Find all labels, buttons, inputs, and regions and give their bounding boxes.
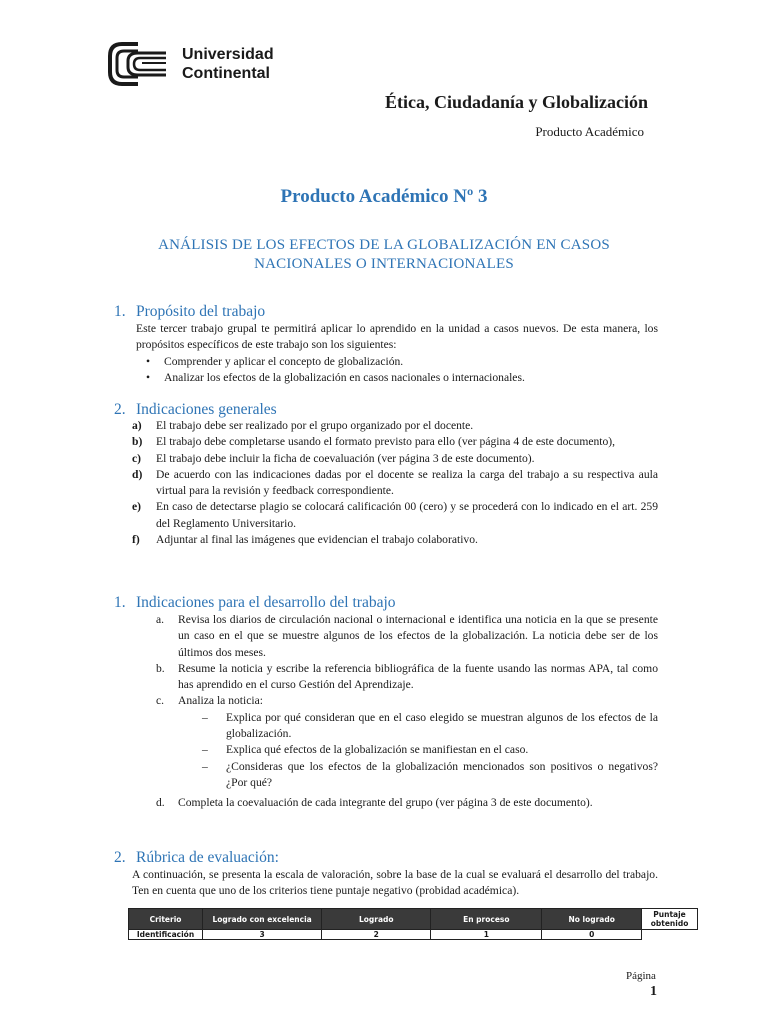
- table-cell: 0: [542, 930, 642, 940]
- item-text: De acuerdo con las indicaciones dadas por el docente se realiza la carga del trabajo a su respectiva aula virtual para la revisión y feedback correspondiente.: [156, 467, 658, 498]
- page-label: Página: [626, 970, 656, 982]
- item-text: Explica por qué consideran que en el caso elegido se muestran algunos de los efectos de la globalización.: [226, 710, 658, 741]
- table-row: [129, 930, 698, 940]
- item-text: Analiza la noticia:: [178, 694, 263, 708]
- table-cell: 1: [431, 930, 542, 940]
- item-label: a.: [156, 613, 165, 626]
- item-text: Resume la noticia y escribe la referencia bibliográfica de la fuente usando las normas APA, tal como has aprendido en el curso Gestión del Aprendizaje.: [178, 661, 658, 692]
- item-label: b): [132, 435, 143, 449]
- rubric-header-cell: Puntaje obtenido: [642, 909, 698, 930]
- purpose-bullet-list: [136, 354, 658, 387]
- item-label: d): [132, 467, 143, 481]
- list-item: [132, 434, 658, 450]
- university-name: [182, 45, 274, 83]
- table-cell: Identificación: [129, 930, 203, 940]
- list-item: [132, 499, 658, 532]
- analysis-title-line2: NACIONALES O INTERNACIONALES: [254, 256, 514, 272]
- list-item: [132, 418, 658, 434]
- bullet-item: • Comprender y aplicar el concepto de globalización.: [136, 354, 658, 370]
- page-number: 1: [650, 984, 657, 999]
- list-item: [136, 661, 658, 694]
- list-item: [132, 532, 658, 548]
- bullet-item: • Analizar los efectos de la globalización en casos nacionales o internacionales.: [136, 370, 658, 386]
- university-name-line1: Universidad: [182, 46, 274, 63]
- item-text: Adjuntar al final las imágenes que evidencian el trabajo colaborativo.: [156, 533, 478, 547]
- section-number: 2.: [114, 849, 126, 866]
- table-cell: 2: [322, 930, 431, 940]
- list-item: [136, 795, 658, 811]
- item-label: b.: [156, 661, 165, 675]
- item-label: c.: [156, 694, 165, 708]
- analysis-title-line1: ANÁLISIS DE LOS EFECTOS DE LA GLOBALIZACIÓN EN CASOS: [158, 237, 610, 253]
- purpose-paragraph: Este tercer trabajo grupal te permitirá aplicar lo aprendido en la unidad a casos nuevos. De esta manera, los propósitos específicos de este trabajo son los siguientes:: [136, 322, 658, 352]
- section-number: 1.: [114, 594, 126, 611]
- rubric-header-cell: En proceso: [431, 909, 542, 930]
- table-cell: 3: [203, 930, 322, 940]
- section-title: Propósito del trabajo: [136, 303, 266, 320]
- sub-list-item: [136, 710, 658, 743]
- item-text: El trabajo debe incluir la ficha de coevaluación (ver página 3 de este documento).: [156, 451, 535, 465]
- rubric-header-row: [129, 909, 698, 930]
- section-title: Indicaciones para el desarrollo del trabajo: [136, 594, 396, 611]
- list-item: [132, 467, 658, 500]
- rubric-header-cell: No logrado: [542, 909, 642, 930]
- header-subtitle: Producto Académico: [535, 124, 644, 139]
- rubric-table: [128, 908, 698, 940]
- analysis-title: [120, 236, 648, 274]
- section-title: Rúbrica de evaluación:: [136, 849, 279, 866]
- item-text: El trabajo debe ser realizado por el grupo organizado por el docente.: [156, 419, 474, 432]
- sub-list-item: [136, 759, 658, 792]
- section-number: 2.: [114, 401, 126, 418]
- section-purpose-heading: [114, 303, 265, 321]
- section-purpose-body: [136, 321, 658, 386]
- item-text: Completa la coevaluación de cada integrante del grupo (ver página 3 de este documento).: [178, 796, 593, 810]
- sub-list-item: [136, 742, 658, 758]
- rubric-paragraph: A continuación, se presenta la escala de valoración, sobre la base de la cual se evaluará el desarrollo del trabajo. Ten en cuenta que uno de los criterios tiene puntaje negativo (probidad académica).: [132, 868, 658, 898]
- section-general-body: [132, 418, 658, 548]
- university-logo-icon: [108, 42, 168, 86]
- section-rubric-heading: [114, 849, 279, 867]
- section-development-heading: [114, 594, 396, 612]
- item-label: f): [132, 533, 140, 547]
- rubric-header-cell: Logrado: [322, 909, 431, 930]
- section-general-heading: [114, 401, 277, 419]
- item-text: ¿Consideras que los efectos de la globalización mencionados son positivos o negativos? ¿Por qué?: [226, 759, 658, 789]
- list-item: [136, 693, 658, 709]
- item-label: e): [132, 500, 142, 514]
- list-item: [136, 612, 658, 661]
- item-text: En caso de detectarse plagio se colocará calificación 00 (cero) y se procederá con lo indicado en el art. 259 del Reglamento Universitario.: [156, 500, 658, 530]
- item-text: El trabajo debe completarse usando el formato previsto para ello (ver página 4 de este documento),: [156, 435, 616, 449]
- item-text: Revisa los diarios de circulación nacional o internacional e identifica una noticia en la que se presente un caso en el que se muestre algunos de los efectos de la globalización. La noticia debe ser de los últimos dos meses.: [178, 613, 658, 659]
- rubric-header-cell: Logrado con excelencia: [203, 909, 322, 930]
- university-name-line2: Continental: [182, 65, 270, 82]
- main-title: Producto Académico Nº 3: [280, 186, 488, 207]
- section-number: 1.: [114, 303, 126, 320]
- dash-marker: –: [202, 759, 208, 773]
- dash-marker: –: [202, 743, 208, 757]
- course-title: Ética, Ciudadanía y Globalización: [384, 92, 648, 112]
- dash-marker: –: [202, 710, 208, 724]
- list-item: [132, 451, 658, 467]
- item-text: Explica qué efectos de la globalización se manifiestan en el caso.: [226, 743, 529, 757]
- section-title: Indicaciones generales: [136, 401, 277, 418]
- section-development-body: [136, 612, 658, 812]
- item-label: c): [132, 451, 142, 465]
- item-label: d.: [156, 796, 165, 810]
- item-label: a): [132, 419, 142, 432]
- rubric-header-cell: Criterio: [129, 909, 203, 930]
